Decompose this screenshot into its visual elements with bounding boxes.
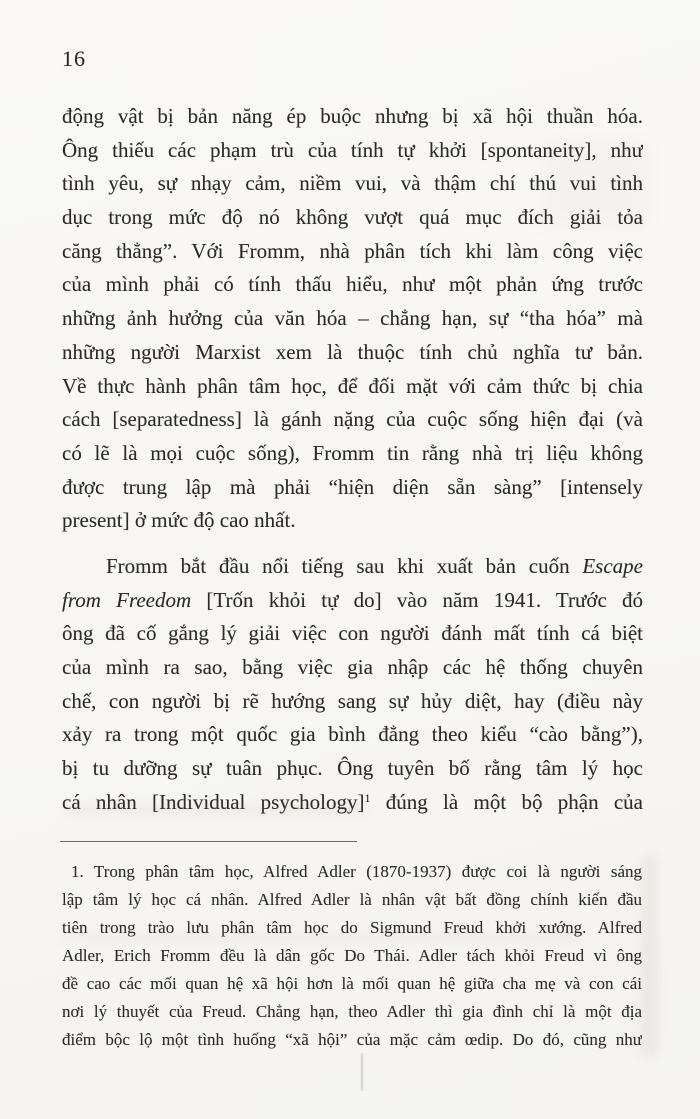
footnote-reference-superscript: 1 [364,790,371,805]
footnote-line: Adler, Erich Fromm đều là dân gốc Do Thái. Adler tách khỏi Freud vì ông [62,946,642,965]
footnote-line: tiên trong trào lưu phân tâm học do Sigmund Freud khởi xướng. Alfred [62,918,642,937]
paragraph-line: bị tu dưỡng sự tuân phục. Ông tuyên bố rằng tâm lý học [62,756,643,781]
paragraph-line: dục trong mức độ nó không vượt quá mục đích giải tỏa [62,205,643,230]
paragraph-text: đúng là một bộ phận của [385,789,643,814]
paragraph-line: Về thực hành phân tâm học, để đối mặt với cảm thức bị chia [62,373,643,398]
paragraph-line: căng thẳng”. Với Fromm, nhà phân tích khi làm công việc [62,238,643,263]
footnote-separator-rule [60,841,357,842]
scan-showthrough-artifact [66,804,366,815]
paragraph-line: những ảnh hưởng của văn hóa – chẳng hạn, sự “tha hóa” mà [62,306,643,331]
body-paragraph-2 [62,550,643,820]
footnote-line: đề cao các mối quan hệ xã hội hơn là mối quan hệ giữa cha mẹ và con cái [62,974,642,993]
page-number: 16 [62,46,86,71]
footnote-line: 1. Trong phân tâm học, Alfred Adler (1870-1937) được coi là người sáng [71,862,642,881]
paragraph-line: có lẽ là mọi cuộc sống), Fromm tin rằng nhà trị liệu không [62,440,643,465]
book-title-escape-from-freedom: from Freedom [62,587,192,612]
scan-artifact-line [361,1053,363,1091]
scan-showthrough-artifact [641,856,657,1056]
paragraph-line [62,584,643,618]
footnote-line: lập tâm lý học cá nhân. Alfred Adler là nhân vật bất đồng chính kiến đầu [62,890,642,909]
paragraph-line: được trung lập mà phải “hiện diện sẵn sàng” [intensely [62,474,643,499]
footnote-block [62,858,642,1054]
paragraph-line: của mình ra sao, bằng việc gia nhập các hệ thống chuyên [62,655,643,680]
paragraph-text: Fromm bắt đầu nổi tiếng sau khi xuất bản cuốn [106,554,570,578]
footnote-line: nơi lý thuyết của Freud. Chẳng hạn, theo Adler thì gia đình chỉ là một địa [62,1002,642,1021]
paragraph-line: những người Marxist xem là thuộc tính chủ nghĩa tư bản. [62,339,643,364]
paragraph-text: [Trốn khỏi tự do] vào năm 1941. Trước đó [206,587,643,612]
paragraph-line: ông đã cố gắng lý giải việc con người đánh mất tính cá biệt [62,621,643,646]
paragraph-text: cá nhân [Individual psychology] [62,789,365,814]
paragraph-line: Ông thiếu các phạm trù của tính tự khởi [spontaneity], như [62,137,643,162]
paragraph-line [62,550,643,584]
paragraph-line: cách [separatedness] là gánh nặng của cuộc sống hiện đại (và [62,407,643,432]
scan-showthrough-artifact [60,932,580,943]
footnote-line: điểm bộc lộ một tình huống “xã hội” của mặc cảm œdip. Do đó, cũng như [62,1030,642,1049]
paragraph-line: xảy ra trong một quốc gia bình đẳng theo kiểu “cào bằng”), [62,722,643,747]
paragraph-line: động vật bị bản năng ép buộc nhưng bị xã hội thuần hóa. [62,104,643,128]
scan-showthrough-artifact [540,140,650,230]
paragraph-line: của mình phải có tính thấu hiểu, như một phản ứng trước [62,272,643,297]
paragraph-line: present] ở mức độ cao nhất. [62,508,296,533]
paragraph-line: chế, con người bị rẽ hướng sang sự hủy diệt, hay (điều này [62,688,643,713]
book-title-escape-from-freedom: Escape [582,554,643,578]
paragraph-line: tình yêu, sự nhạy cảm, niềm vui, và thậm chí thú vui tình [62,171,643,196]
